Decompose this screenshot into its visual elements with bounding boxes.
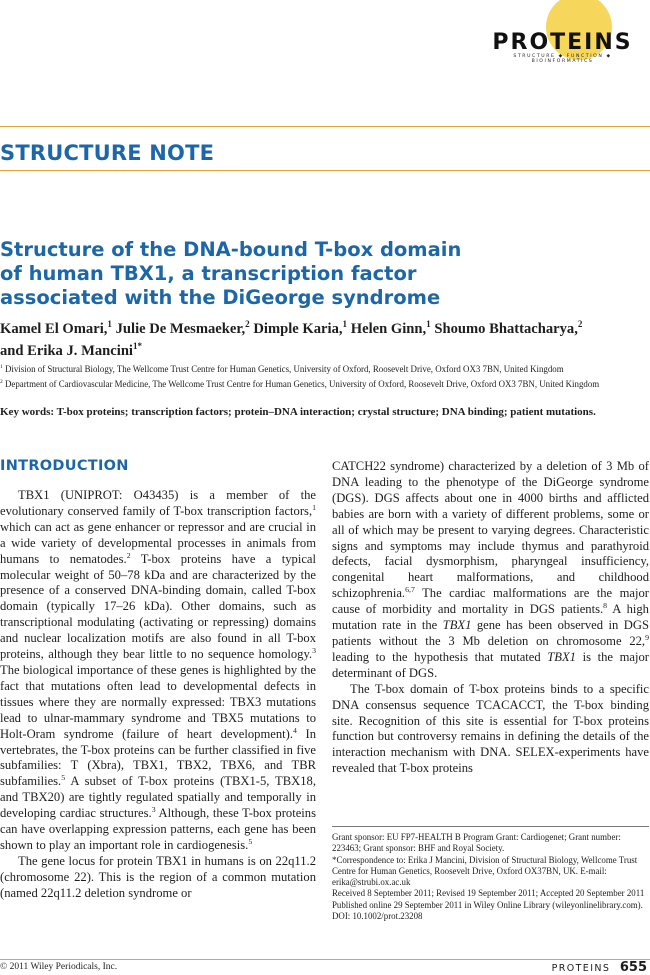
- affiliation-2: $^2$ Department of Cardiovascular Medicine, The Wellcome Trust Centre for Human Genetics, University of Oxford, Roosevelt Drive, Oxford OX3 7BN, United Kingdom: [0, 379, 600, 389]
- section-divider: [0, 170, 650, 171]
- author: Shoumo Bhattacharya,$^2$: [434, 319, 583, 337]
- footnote-divider: [332, 826, 649, 827]
- footnote-correspondence: *Correspondence to: Erika J Mancini, Division of Structural Biology, Wellcome Trust Centre for Human Genetics, Roosevelt Drive, Oxford OX37BN, UK. E-mail: erika@strubi.ox.ac.uk: [332, 854, 638, 888]
- keywords-text: T-box proteins; transcription factors; protein–DNA interaction; crystal structure; DNA binding; patient mutations.: [56, 406, 596, 418]
- footnotes: [332, 832, 649, 922]
- footnote-dates: Received 8 September 2011; Revised 19 September 2011; Accepted 20 September 2011: [332, 888, 645, 899]
- article-title: Structure of the DNA-bound T-box domain of human TBX1, a transcription factor associated with the DiGeorge syndrome: [0, 238, 462, 309]
- author: Helen Ginn,$^1$: [350, 319, 431, 337]
- footnote-grant: Grant sponsor: EU FP7-HEALTH B Program Grant: Cardiogenet; Grant number: 223463; Grant sponsor: BHF and Royal Society.: [332, 832, 621, 854]
- affiliation-1: $^1$ Division of Structural Biology, The Wellcome Trust Centre for Human Genetics, University of Oxford, Roosevelt Drive, Oxford OX3 7BN, United Kingdom: [0, 364, 564, 374]
- keywords: [0, 406, 650, 418]
- paragraph: TBX1 (UNIPROT: O43435) is a member of the evolutionary conserved family of T-box transcription factors,$^1$ which can act as gene enhancer or repressor and are crucial in a wide variety of developmental processes in animals from humans to nematodes.$^2$ T-box proteins have a typical molecular weight of 50–78 kDa and are characterized by the presence of a conserved DNA-binding domain, called T-box domain (typically 17–26 kDa). Other domains, such as transcriptional modulating (activating or repressing) domains and nuclear localization motifs are also found in all T-box proteins, although they bear little to no sequence homology.$^3$ The biological importance of these genes is highlighted by the fact that mutations often lead to developmental defects in tissues where they are normally expressed: TBX3 mutations lead to ulnar-mammary syndrome and TBX5 mutations to Holt-Oram syndrome (failure of heart development).$^4$ In vertebrates, the T-box proteins can be further classified in five subfamilies: T (Xbra), TBX1, TBX2, TBX6, and TBR subfamilies.$^5$ A subset of T-box proteins (TBX1-5, TBX18, and TBX20) are tightly regulated spatially and temporally in developing cardiac structures.$^3$ Although, these T-box proteins can have overlapping expression patterns, each gene has been shown to play an important role in cardiogenesis.$^5$: [0, 488, 316, 852]
- section-heading-introduction: INTRODUCTION: [0, 458, 129, 474]
- section-label: STRUCTURE NOTE: [0, 141, 215, 165]
- footnote-published: Published online 29 September 2011 in Wiley Online Library (wileyonlinelibrary.com). DOI: 10.1002/prot.23208: [332, 899, 643, 922]
- logo-subtitle: STRUCTURE ◆ FUNCTION ◆ BIOINFORMATICS: [513, 54, 612, 64]
- keywords-label: Key words:: [0, 406, 55, 418]
- author-list: [0, 318, 650, 362]
- top-divider: [0, 126, 650, 127]
- body-column-left: [0, 488, 316, 902]
- author: Dimple Karia,$^1$: [253, 319, 348, 337]
- paragraph: The T-box domain of T-box proteins binds to a specific DNA consensus sequence TCACACCT, the T-box binding site. Recognition of this site is essential for T-box proteins function but controversy remains in defining the details of the interaction mechanism with DNA. SELEX-experiments have revealed that T-box proteins: [332, 681, 649, 776]
- logo-wordmark: PROTEINS: [492, 30, 633, 55]
- paragraph: The gene locus for protein TBX1 in humans is on 22q11.2 (chromosome 22). This is the region of a common mutation (named 22q11.2 deletion syndrome or: [0, 853, 316, 900]
- author: and Erika J. Mancini$^{1*}$: [0, 341, 143, 359]
- body-column-right: [332, 459, 649, 777]
- copyright: © 2011 Wiley Periodicals, Inc.: [0, 962, 118, 972]
- paragraph: CATCH22 syndrome) characterized by a deletion of 3 Mb of DNA leading to the phenotype of the DiGeorge syndrome (DGS). DGS affects about one in 4000 births and afflicted babies are born with a variety of different problems, some or all of which may be present to varying degrees. Characteristic signs and symptoms may include thymus and parathyroid defects, facial dysmorphism, pharyngeal insufficiency, congenital heart malformations, and childhood schizophrenia.$^{6,7}$ The cardiac malformations are the major cause of morbidity and mortality in DGS patients.$^8$ A high mutation rate in the TBX1 gene has been observed in DGS patients without the 3 Mb deletion on chromosome 22,$^9$ leading to the hypothesis that mutated TBX1 is the major determinant of DGS.: [332, 459, 650, 680]
- footer-journal: PROTEINS: [551, 963, 611, 974]
- author: Kamel El Omari,$^1$: [0, 319, 112, 337]
- page-number: 655: [619, 960, 647, 975]
- author: Julie De Mesmaeker,$^2$: [115, 319, 250, 337]
- journal-logo: [480, 0, 650, 72]
- footer-journal-page: [552, 960, 647, 975]
